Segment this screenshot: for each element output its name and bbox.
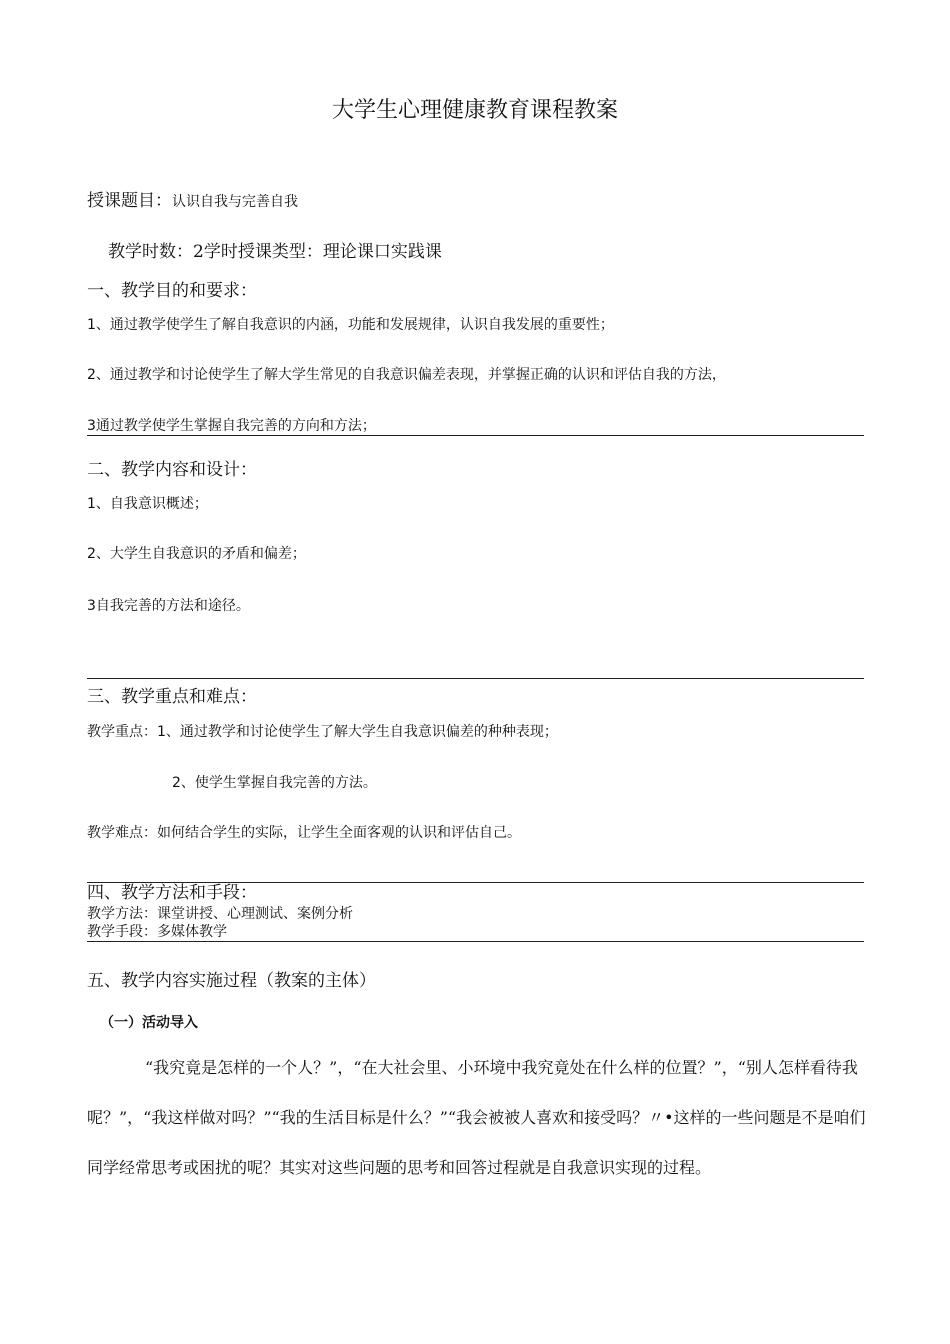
topic-line (87, 186, 298, 211)
intro-paragraph (87, 1043, 867, 1193)
section1-item: 3通过教学使学生掌握自我完善的方向和方法； (87, 418, 376, 434)
page-title: 大学生心理健康教育课程教案 (331, 98, 618, 123)
section1-item: 1、通过教学使学生了解自我意识的内涵，功能和发展规律，认识自我发展的重要性； (87, 317, 614, 333)
section2-item: 3自我完善的方法和途径。 (87, 598, 250, 614)
intro-paragraph-text: “我究竟是怎样的一个人？”，“在大社会里、小环境中我究竟处在什么样的位置？”，“别人怎样看待我呢？”，“我这样做对吗？”“我的生活目标是什么？”“我会被被人喜欢和接受吗？〃•这样的一些问题是不是咱们同学经常思考或困扰的呢？其实对这些问题的思考和回答过程就是自我意识实现的过程。 (87, 1058, 866, 1177)
section2-item: 1、自我意识概述； (87, 496, 208, 512)
section4-heading: 四、教学方法和手段： (87, 883, 257, 903)
teaching-method: 教学方法：课堂讲授、心理测试、案例分析 (87, 906, 353, 922)
topic-value: 认识自我与完善自我 (172, 194, 298, 210)
divider (87, 435, 864, 436)
teaching-means: 教学手段：多媒体教学 (87, 924, 227, 940)
section5-heading: 五、教学内容实施过程（教案的主体） (87, 971, 376, 991)
section3-heading: 三、教学重点和难点： (87, 687, 257, 707)
hours-line: 教学时数：2学时授课类型：理论课口实践课 (108, 242, 442, 262)
key-point-1: 教学重点：1、通过教学和讨论使学生了解大学生自我意识偏差的种种表现； (87, 724, 558, 740)
topic-label: 授课题目： (87, 191, 172, 211)
difficulty: 教学难点：如何结合学生的实际，让学生全面客观的认识和评估自己。 (87, 825, 521, 841)
key-point-2: 2、使学生掌握自我完善的方法。 (172, 775, 377, 791)
section1-heading: 一、教学目的和要求： (87, 281, 257, 301)
section2-item: 2、大学生自我意识的矛盾和偏差； (87, 546, 306, 562)
section2-heading: 二、教学内容和设计： (87, 460, 257, 480)
divider (87, 678, 864, 679)
divider (87, 941, 864, 942)
subsection-heading: （一）活动导入 (100, 1015, 198, 1031)
section1-item: 2、通过教学和讨论使学生了解大学生常见的自我意识偏差表现，并掌握正确的认识和评估自我的方法， (87, 367, 726, 383)
